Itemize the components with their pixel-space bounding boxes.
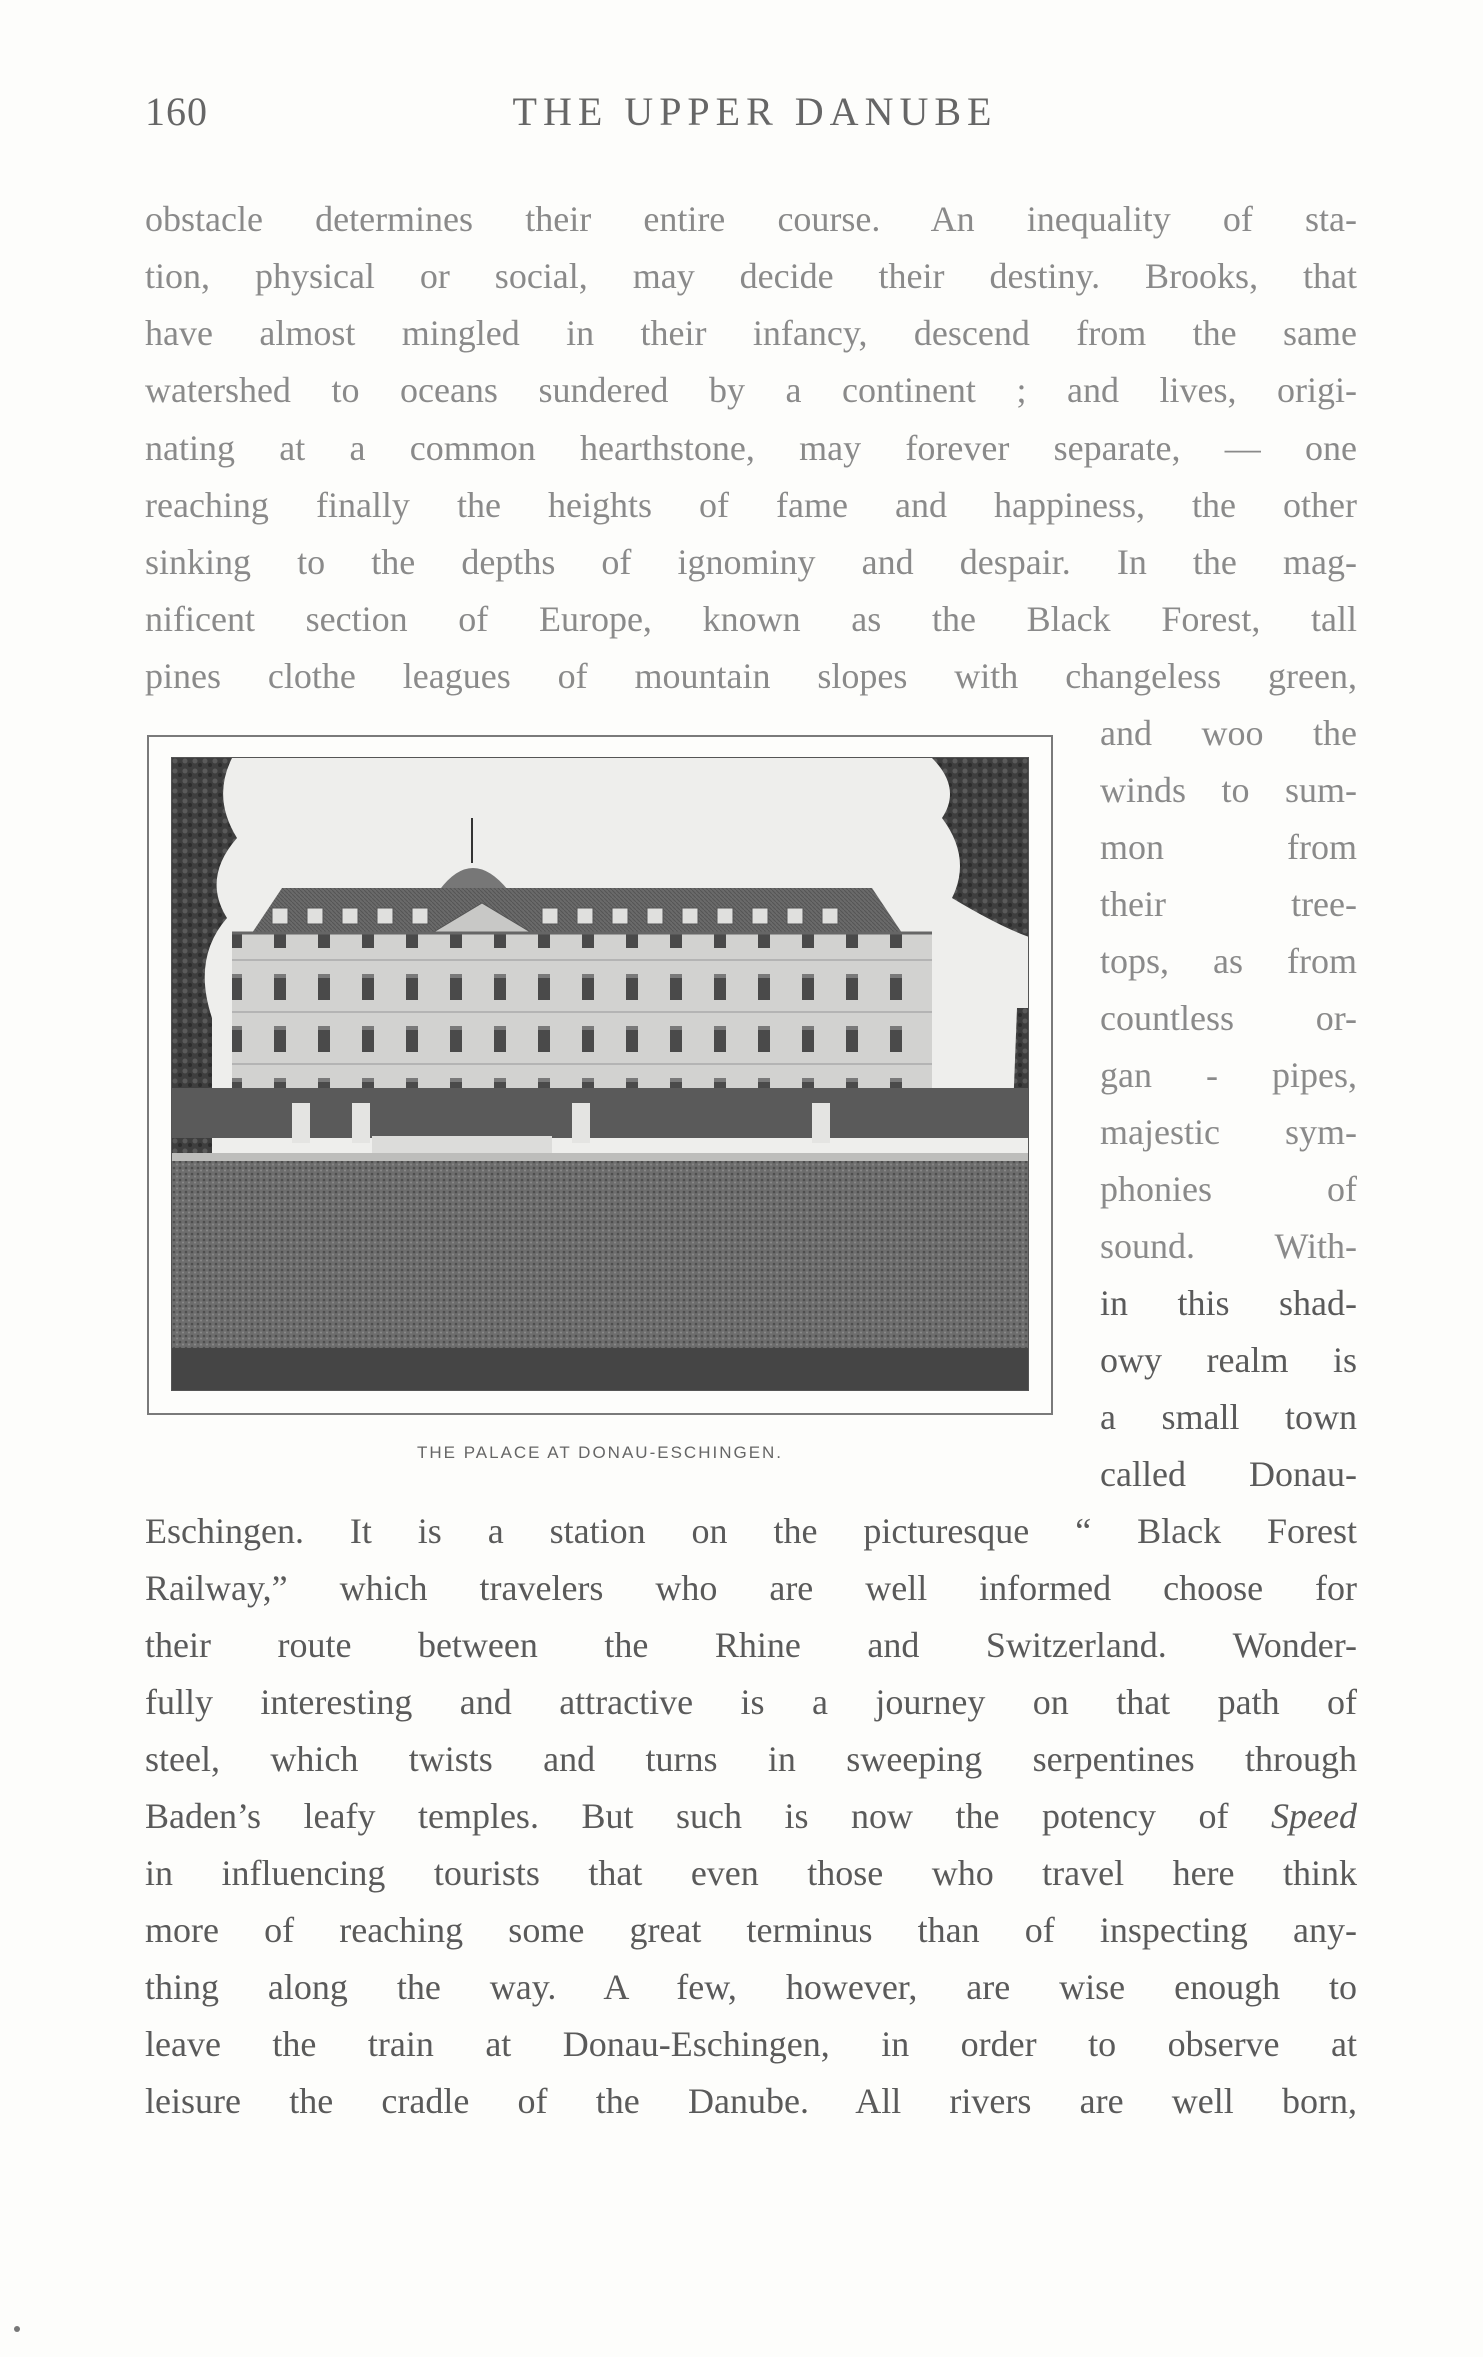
text-line: reaching finally the heights of fame and happiness, the other — [145, 485, 1357, 525]
side-text-line: tops, as from — [1100, 941, 1357, 981]
palace-illustration-frame — [147, 735, 1053, 1415]
side-text-line: phonies of — [1100, 1169, 1357, 1209]
text-line: obstacle determines their entire course. An inequality of sta- — [145, 199, 1357, 239]
side-text-line: mon from — [1100, 827, 1357, 867]
text-line: nificent section of Europe, known as the Black Forest, tall — [145, 599, 1357, 639]
emphasized-word: Speed — [1271, 1796, 1358, 1836]
figure-caption: THE PALACE AT DONAU-ESCHINGEN. — [416, 1443, 784, 1462]
text-line: nating at a common hearthstone, may forever separate, — one — [145, 428, 1357, 468]
side-text-line: countless or- — [1100, 998, 1357, 1038]
text-segment: Baden’s leafy temples. But such is now the potency of — [145, 1796, 1229, 1836]
text-line: leave the train at Donau-Eschingen, in order to observe at — [145, 2024, 1357, 2064]
text-line: sinking to the depths of ignominy and despair. In the mag- — [145, 542, 1357, 582]
side-text-line: their tree- — [1100, 884, 1357, 924]
side-text-line: majestic sym- — [1100, 1112, 1357, 1152]
side-text-line: gan - pipes, — [1100, 1055, 1357, 1095]
text-line: more of reaching some great terminus than of inspecting any- — [145, 1910, 1357, 1950]
text-line: thing along the way. A few, however, are wise enough to — [145, 1967, 1357, 2007]
running-title: THE UPPER DANUBE — [512, 89, 998, 134]
side-text-line: winds to sum- — [1100, 770, 1357, 810]
text-line: fully interesting and attractive is a journey on that path of — [145, 1682, 1357, 1722]
palace-illustration — [171, 757, 1029, 1391]
text-line: Railway,” which travelers who are well informed choose for — [145, 1568, 1357, 1608]
text-line: pines clothe leagues of mountain slopes with changeless green, — [145, 656, 1357, 696]
page-header — [145, 88, 1365, 148]
side-text-line: called Donau- — [1100, 1454, 1357, 1494]
scan-speck — [14, 2326, 20, 2332]
text-line-with-emphasis — [145, 1788, 1357, 1845]
side-text-line: a small town — [1100, 1397, 1357, 1437]
text-line: in influencing tourists that even those who travel here think — [145, 1853, 1357, 1893]
text-line: have almost mingled in their infancy, descend from the same — [145, 313, 1357, 353]
page-number: 160 — [145, 89, 208, 134]
text-line: their route between the Rhine and Switzerland. Wonder- — [145, 1625, 1357, 1665]
text-line: leisure the cradle of the Danube. All rivers are well born, — [145, 2081, 1357, 2121]
side-text-line: in this shad- — [1100, 1283, 1357, 1323]
text-line: steel, which twists and turns in sweeping serpentines through — [145, 1739, 1357, 1779]
side-text-line: sound. With- — [1100, 1226, 1357, 1266]
side-text-line: and woo the — [1100, 713, 1357, 753]
palace-image — [172, 758, 1029, 1391]
text-line: tion, physical or social, may decide their destiny. Brooks, that — [145, 256, 1357, 296]
text-line: watershed to oceans sundered by a continent ; and lives, origi- — [145, 370, 1357, 410]
side-text-line: owy realm is — [1100, 1340, 1357, 1380]
text-line: Eschingen. It is a station on the picturesque “ Black Forest — [145, 1511, 1357, 1551]
